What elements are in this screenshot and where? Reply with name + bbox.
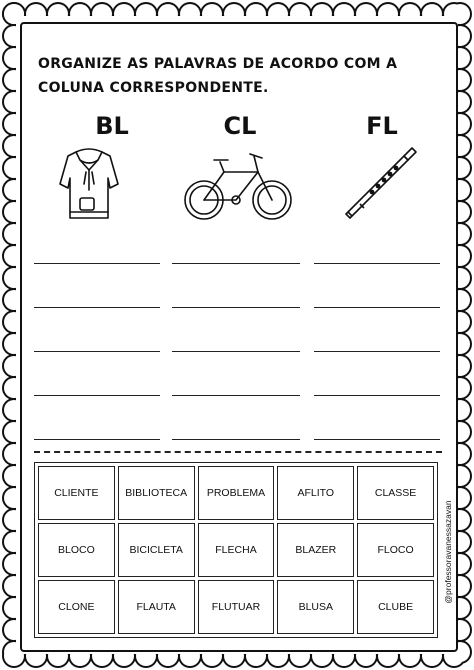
writing-line [34, 263, 160, 264]
word-cell: BLUSA [277, 580, 354, 634]
column-header-bl: BL [95, 112, 129, 140]
writing-line [34, 439, 160, 440]
column-header-fl: FL [366, 112, 398, 140]
blouse-icon [56, 144, 122, 222]
word-cell: AFLITO [277, 466, 354, 520]
word-cell: BIBLIOTECA [118, 466, 195, 520]
column-header-cl: CL [223, 112, 257, 140]
word-cell: BLOCO [38, 523, 115, 577]
word-cell: CLUBE [357, 580, 434, 634]
writing-line [34, 395, 160, 396]
word-cell: FLECHA [198, 523, 275, 577]
writing-line [34, 351, 160, 352]
writing-line [34, 307, 160, 308]
writing-line [172, 439, 300, 440]
instruction-text: ORGANIZE AS PALAVRAS DE ACORDO COM A COLUNA CORRESPONDENTE. [38, 56, 398, 96]
author-credit: @professoravanessazavan [443, 500, 453, 604]
word-cell: FLAUTA [118, 580, 195, 634]
word-cell: CLASSE [357, 466, 434, 520]
bicycle-icon [180, 150, 298, 224]
writing-line [172, 351, 300, 352]
writing-line [314, 263, 440, 264]
flute-icon [340, 142, 420, 222]
writing-line [314, 307, 440, 308]
writing-line [172, 263, 300, 264]
word-cell: FLOCO [357, 523, 434, 577]
word-cell: FLUTUAR [198, 580, 275, 634]
writing-line [314, 395, 440, 396]
word-cell: BICICLETA [118, 523, 195, 577]
cut-line [34, 451, 442, 453]
word-cell: BLAZER [277, 523, 354, 577]
word-cell: CLONE [38, 580, 115, 634]
writing-line [172, 307, 300, 308]
writing-line [172, 395, 300, 396]
word-cell: PROBLEMA [198, 466, 275, 520]
writing-line [314, 351, 440, 352]
word-bank [34, 462, 438, 638]
word-cell: CLIENTE [38, 466, 115, 520]
writing-line [314, 439, 440, 440]
